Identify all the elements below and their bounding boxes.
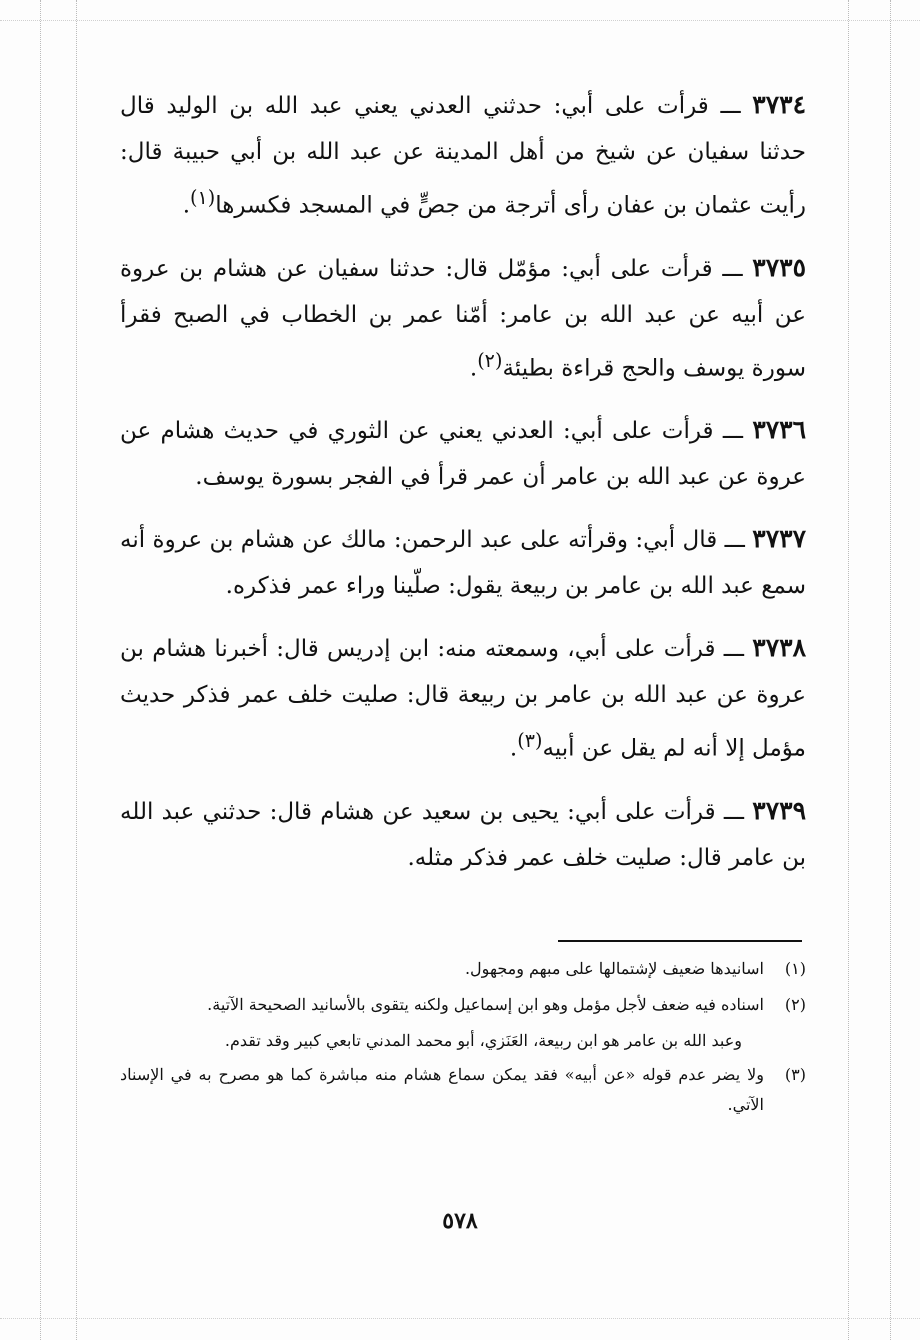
end-mark: . [469,355,478,382]
footnote-continuation: وعبد الله بن عامر هو ابن ربيعة، العَنَزي، أبو محمد المدني تابعي كبير وقد تقدم. [224,1031,742,1050]
dash: ـــ [720,93,741,119]
footnote-text: اسانيدها ضعيف لإشتمالها على مبهم ومجهول. [464,959,764,978]
footnote-number: (٣) [784,1065,806,1084]
scan-guide-line [76,0,77,1340]
hadith-text: قرأت على أبي، وسمعته منه: ابن إدريس قال: أخبرنا هشام بن عروة عن عبد الله بن عامر بن ربيعة قال: صليت خلف عمر فذكر حديث مؤمل إلا أنه لم يقل عن أبيه [120,636,806,762]
hadith-entry [120,82,806,229]
hadith-entry [120,788,806,881]
scan-guide-line [890,0,891,1340]
hadith-number: ٣٧٣٥ [752,252,807,282]
end-mark: . [182,192,191,219]
dash: ـــ [723,636,744,663]
footnotes [120,954,806,1126]
hadith-text: قرأت على أبي: العدني يعني عن الثوري في حديث هشام عن عروة عن عبد الله بن عامر أن عمر قرأ في الفجر بسورة يوسف. [120,418,806,491]
footnote-text: اسناده فيه ضعف لأجل مؤمل وهو ابن إسماعيل ولكنه يتقوى بالأسانيد الصحيحة الآتية. [207,995,764,1014]
scan-guide-line [848,0,849,1340]
footnote-divider [558,940,802,942]
hadith-list [120,82,806,897]
hadith-number: ٣٧٣٧ [752,524,807,554]
page-number: ٥٧٨ [442,1208,478,1234]
footnote-ref: (٣) [517,729,543,753]
hadith-number: ٣٧٣٩ [752,795,806,825]
dash: ـــ [724,527,745,554]
scan-guide-line [0,1318,920,1319]
hadith-entry [120,516,806,609]
hadith-text: قرأت على أبي: مؤمّل قال: حدثنا سفيان عن هشام بن عروة عن أبيه عن عبد الله بن عامر: أمّنا عمر بن الخطاب في الصبح فقرأ سورة يوسف والحج قراءة بطيئة [120,255,806,382]
hadith-entry [120,407,806,500]
scan-guide-line [40,0,41,1340]
scan-guide-line [0,20,920,21]
footnote-number: (٢) [784,995,806,1014]
footnote [120,1060,806,1120]
hadith-number: ٣٧٣٤ [752,90,807,119]
dash: ـــ [722,255,743,282]
footnote-ref: (٢) [477,348,503,372]
hadith-text: قال أبي: وقرأته على عبد الرحمن: مالك عن هشام بن عروة أنه سمع عبد الله بن عامر بن ربيعة يقول: صلّينا وراء عمر فذكره. [120,527,806,600]
hadith-number: ٣٧٣٨ [752,633,806,663]
end-mark: . [509,735,518,762]
footnote-ref: (١) [190,186,216,209]
dash: ـــ [722,418,744,445]
footnote [120,990,806,1020]
dash: ـــ [723,798,745,825]
hadith-entry [120,625,806,772]
hadith-text: قرأت على أبي: حدثني العدني يعني عبد الله بن الوليد قال حدثنا سفيان عن شيخ من أهل المدينة عن عبد الله بن أبي حبيبة قال: رأيت عثمان بن عفان رأى أترجة من جصٍّ في المسجد فكسرها [120,93,806,219]
footnote [120,954,806,984]
hadith-number: ٣٧٣٦ [752,415,807,445]
hadith-entry [120,245,806,392]
footnote-number: (١) [784,959,806,978]
footnote-text: ولا يضر عدم قوله «عن أبيه» فقد يمكن سماع هشام منه مباشرة كما هو مصرح به في الإسناد الآتي. [120,1065,764,1114]
hadith-text: قرأت على أبي: يحيى بن سعيد عن هشام قال: حدثني عبد الله بن عامر قال: صليت خلف عمر فذكر مثله. [120,798,806,871]
